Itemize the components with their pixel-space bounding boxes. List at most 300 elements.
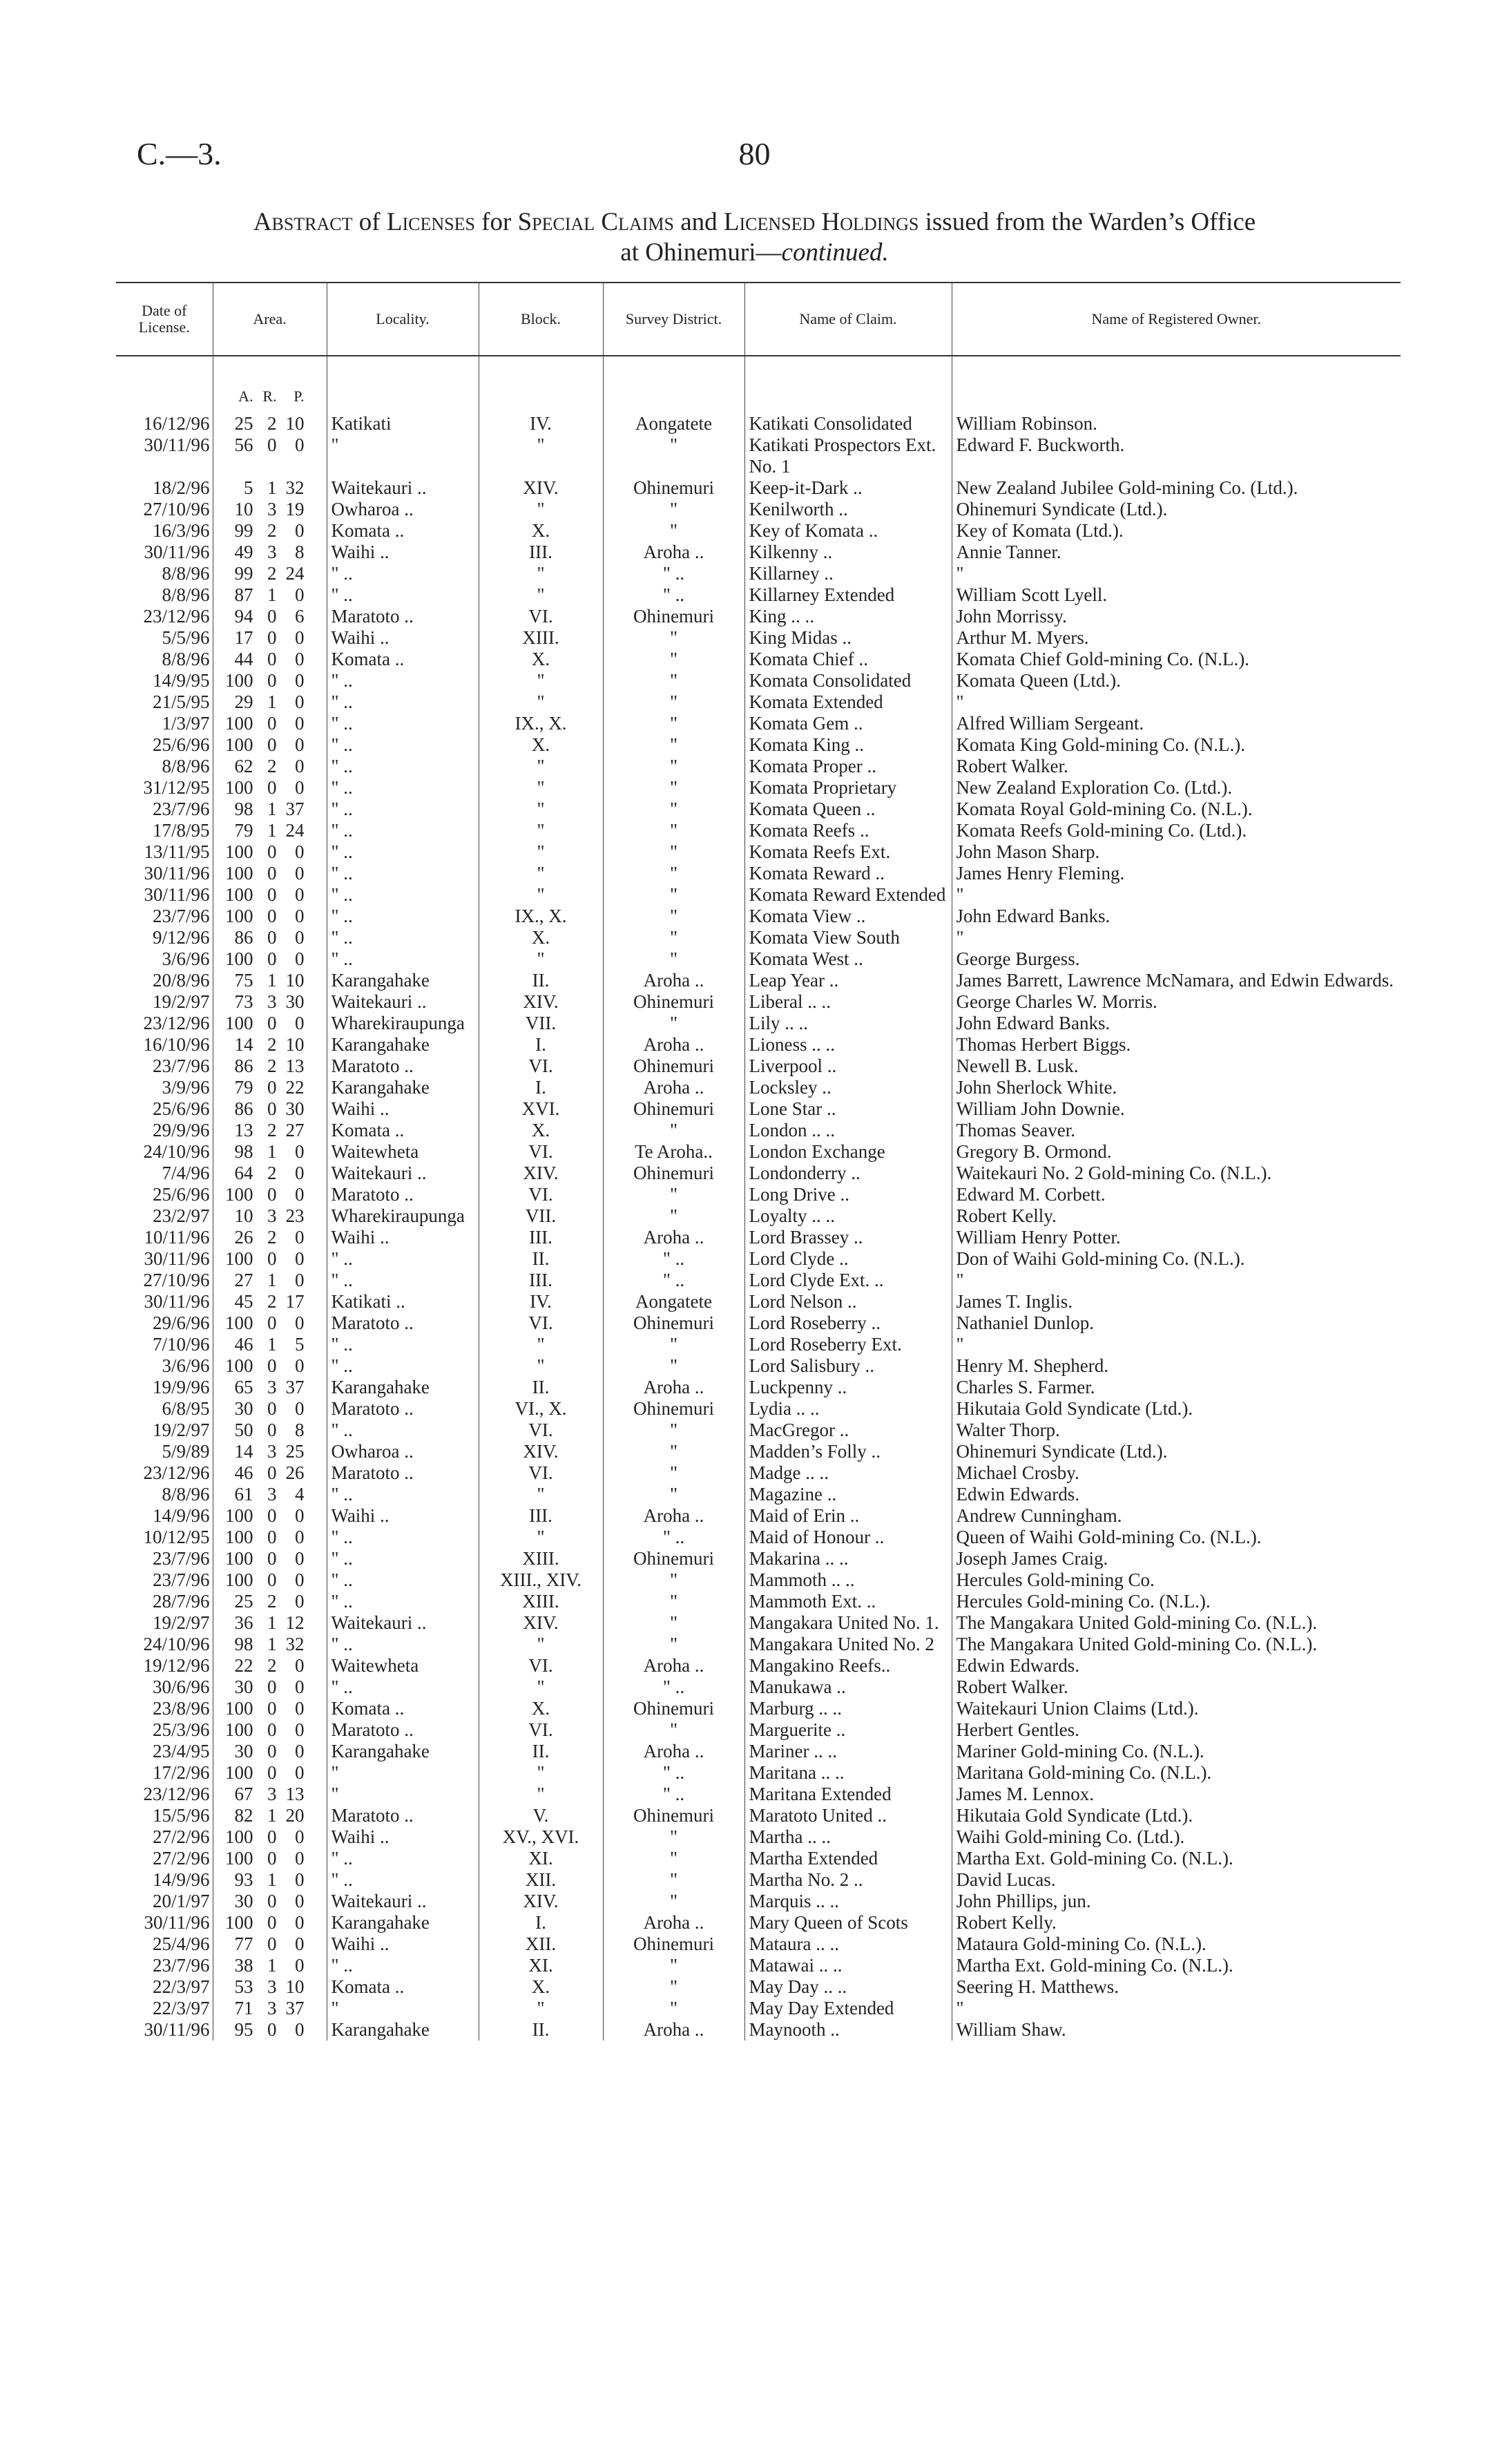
cell-area [213,1141,327,1163]
cell-owner: " [952,927,1401,948]
cell-district: Ohinemuri [603,477,744,499]
area-roods: 2 [267,1056,277,1076]
cell-area [213,477,327,499]
cell-locality: " .. [327,670,479,691]
area-acres: 38 [234,1955,253,1976]
cell-district: Ohinemuri [603,1933,744,1955]
cell-district: Aroha .. [603,1077,744,1098]
cell-locality: " [327,1762,479,1784]
area-roods: 0 [267,927,277,948]
cell-district: " [603,1013,744,1034]
title-word: Licensed [723,208,816,236]
cell-owner: George Burgess. [952,948,1401,970]
cell-claim: Magazine .. [744,1484,952,1505]
page-title [69,207,1440,268]
cell-locality: " .. [327,734,479,756]
cell-claim: Komata View South [744,927,952,948]
area-acres: 75 [234,970,253,991]
cell-owner: Martha Ext. Gold-mining Co. (N.L.). [952,1848,1401,1869]
table-row [116,1163,1401,1184]
area-acres: 79 [234,1077,253,1098]
cell-claim: Leap Year .. [744,970,952,991]
table-row [116,1184,1401,1205]
table-row [116,1291,1401,1312]
cell-locality: " .. [327,1677,479,1698]
cell-locality: Waitekauri .. [327,1612,479,1634]
area-perches: 0 [295,1591,305,1612]
area-roods: 3 [267,1205,277,1226]
cell-claim: King Midas .. [744,627,952,649]
cell-owner: Waitekauri Union Claims (Ltd.). [952,1698,1401,1719]
area-roods: 0 [267,649,277,669]
area-acres: 30 [234,1741,253,1761]
cell-claim: Loyalty .. .. [744,1205,952,1227]
title-word: for [481,208,512,236]
area-acres: 86 [234,1056,253,1076]
cell-district: Aongatete [603,1291,744,1312]
cell-block: " [479,670,603,691]
cell-area [213,691,327,713]
cell-district: Aroha .. [603,542,744,563]
table-row [116,948,1401,970]
cell-district: " [603,1420,744,1441]
cell-owner: Edwin Edwards. [952,1655,1401,1677]
area-perches: 13 [285,1056,305,1076]
cell-date: 3/6/96 [162,1355,210,1376]
cell-locality: " .. [327,691,479,713]
cell-owner: Thomas Herbert Biggs. [952,1034,1401,1056]
cell-locality: Karangahake [327,1741,479,1762]
cell-claim: Lord Clyde .. [744,1248,952,1270]
cell-date: 3/9/96 [162,1077,210,1098]
cell-area [213,1762,327,1784]
cell-district: Aroha .. [603,1377,744,1398]
cell-district: " [603,1334,744,1355]
cell-area [213,1462,327,1484]
area-perches: 32 [285,477,305,498]
cell-claim: Manukawa .. [744,1677,952,1698]
area-roods: 0 [267,1312,277,1333]
cell-district: Ohinemuri [603,1398,744,1420]
table-row [116,1462,1401,1484]
title-word: Holdings [821,208,919,236]
area-acres: 100 [225,1912,253,1933]
table-row [116,820,1401,841]
cell-block: " [479,841,603,863]
cell-claim: Maritana .. .. [744,1762,952,1784]
cell-block: " [479,691,603,713]
cell-area [213,1741,327,1762]
cell-date: 24/10/96 [143,1141,210,1162]
area-roods: 0 [267,841,277,862]
cell-claim: May Day Extended [744,1998,952,2019]
cell-area [213,1869,327,1891]
table-row [116,670,1401,691]
cell-claim: London .. .. [744,1120,952,1141]
unit-roods: R. [262,388,277,405]
cell-block: XIII. [479,1548,603,1569]
cell-locality: " .. [327,1527,479,1548]
cell-area [213,991,327,1013]
cell-owner: George Charles W. Morris. [952,991,1401,1013]
area-roods: 0 [267,1077,277,1098]
area-roods: 3 [267,1976,277,1997]
cell-date: 30/11/96 [144,1912,210,1933]
area-acres: 67 [234,1784,253,1804]
area-acres: 30 [234,1398,253,1419]
cell-date: 23/2/97 [152,1205,210,1226]
cell-block: I. [479,1034,603,1056]
cell-block: " [479,820,603,841]
cell-area [213,627,327,649]
cell-owner: Komata Royal Gold-mining Co. (N.L.). [952,799,1401,820]
cell-claim: Maynooth .. [744,2019,952,2041]
area-roods: 0 [267,1569,277,1590]
cell-district: Ohinemuri [603,606,744,627]
area-perches: 5 [295,1334,305,1355]
cell-area [213,734,327,756]
area-perches: 0 [295,1741,305,1761]
cell-claim: Lone Star .. [744,1098,952,1120]
cell-district: Aroha .. [603,1034,744,1056]
area-acres: 10 [234,1205,253,1226]
cell-district: " [603,799,744,820]
cell-locality: Waitekauri .. [327,1891,479,1912]
cell-owner: William Shaw. [952,2019,1401,2041]
cell-area [213,756,327,777]
cell-date: 13/11/95 [144,841,210,862]
cell-claim: Komata King .. [744,734,952,756]
cell-claim: Mangakino Reefs.. [744,1655,952,1677]
cell-district: Ohinemuri [603,1163,744,1184]
area-acres: 10 [234,499,253,519]
cell-area [213,542,327,563]
area-perches: 37 [285,1998,305,2018]
area-acres: 100 [225,1527,253,1547]
area-acres: 17 [234,627,253,648]
cell-locality: Maratoto .. [327,1462,479,1484]
area-roods: 0 [267,1912,277,1933]
cell-block: VI. [479,1420,603,1441]
cell-claim: Kenilworth .. [744,499,952,520]
cell-area [213,1441,327,1462]
table-row [116,691,1401,713]
cell-district: " [603,1205,744,1227]
area-perches: 23 [285,1205,305,1226]
cell-district: " [603,1719,744,1741]
area-perches: 0 [295,1955,305,1976]
cell-date: 29/6/96 [152,1312,210,1333]
cell-date: 24/10/96 [143,1634,210,1654]
area-acres: 14 [234,1034,253,1055]
area-roods: 0 [267,777,277,798]
area-acres: 93 [234,1869,253,1890]
area-roods: 0 [267,1355,277,1376]
cell-locality: Waitekauri .. [327,477,479,499]
cell-block: II. [479,1248,603,1270]
cell-district: " [603,691,744,713]
cell-block: " [479,777,603,799]
area-acres: 100 [225,1826,253,1847]
cell-date: 15/5/96 [152,1805,210,1826]
cell-claim: Marguerite .. [744,1719,952,1741]
cell-owner: James M. Lennox. [952,1784,1401,1805]
cell-owner: Waitekauri No. 2 Gold-mining Co. (N.L.). [952,1163,1401,1184]
cell-district: " [603,1634,744,1655]
cell-date: 7/10/96 [152,1334,210,1355]
cell-district: " [603,1569,744,1591]
cell-locality: Komata .. [327,1698,479,1719]
cell-area [213,906,327,927]
cell-area [213,1013,327,1034]
area-roods: 1 [267,1869,277,1890]
table-row [116,1334,1401,1355]
area-roods: 2 [267,1120,277,1140]
cell-locality: Owharoa .. [327,499,479,520]
cell-block: VI. [479,1056,603,1077]
cell-date: 18/2/96 [152,477,210,498]
area-roods: 2 [267,1655,277,1676]
cell-claim: Matawai .. .. [744,1955,952,1976]
cell-claim: King .. .. [744,606,952,627]
cell-block: III. [479,1227,603,1248]
cell-district: Ohinemuri [603,1548,744,1569]
title-word: issued from the Warden’s Office [925,208,1256,236]
cell-area [213,1719,327,1741]
cell-locality: " .. [327,756,479,777]
cell-claim: Kilkenny .. [744,542,952,563]
area-roods: 0 [267,1548,277,1569]
area-acres: 98 [234,1141,253,1162]
title-word: and [680,208,718,236]
area-roods: 1 [267,1634,277,1654]
cell-owner: John Sherlock White. [952,1077,1401,1098]
table-row [116,1505,1401,1527]
table-row [116,884,1401,906]
area-acres: 65 [234,1377,253,1397]
cell-date: 30/11/96 [144,2019,210,2040]
cell-date: 25/6/96 [152,734,210,755]
area-acres: 100 [225,1698,253,1719]
cell-date: 31/12/95 [143,777,210,798]
cell-date: 19/2/97 [152,1420,210,1440]
area-roods: 2 [267,1591,277,1612]
cell-date: 14/9/96 [152,1505,210,1526]
cell-date: 30/11/96 [144,884,210,905]
area-roods: 2 [267,1227,277,1248]
cell-locality: " [327,1998,479,2019]
table-row [116,1784,1401,1805]
area-roods: 0 [267,670,277,691]
table-row [116,413,1401,434]
area-acres: 100 [225,884,253,905]
cell-date: 19/2/97 [152,991,210,1012]
cell-locality: Waihi .. [327,1826,479,1848]
area-perches: 12 [285,1612,305,1633]
area-roods: 0 [267,1527,277,1547]
cell-date: 23/7/96 [152,1569,210,1590]
cell-area [213,584,327,606]
cell-block: XIV. [479,991,603,1013]
cell-date: 23/12/96 [143,1462,210,1483]
area-perches: 0 [295,1312,305,1333]
area-acres: 30 [234,1677,253,1697]
col-header-owner: Name of Registered Owner. [952,283,1401,356]
cell-locality: Waitekauri .. [327,1163,479,1184]
table-row [116,1355,1401,1377]
cell-date: 25/6/96 [152,1184,210,1205]
cell-owner: Michael Crosby. [952,1462,1401,1484]
cell-district: " [603,713,744,734]
cell-area [213,670,327,691]
area-perches: 0 [295,1569,305,1590]
cell-block: " [479,499,603,520]
cell-locality: " .. [327,563,479,584]
area-perches: 0 [295,1698,305,1719]
cell-area [213,1248,327,1270]
area-perches: 0 [295,1270,305,1290]
cell-claim: Martha Extended [744,1848,952,1869]
cell-owner: Komata King Gold-mining Co. (N.L.). [952,734,1401,756]
cell-area [213,1548,327,1569]
cell-block: I. [479,1912,603,1933]
table-row [116,1891,1401,1912]
cell-owner: John Mason Sharp. [952,841,1401,863]
cell-block: VI. [479,1141,603,1163]
cell-claim: Madge .. .. [744,1462,952,1484]
area-acres: 100 [225,841,253,862]
cell-date: 16/12/96 [143,413,210,434]
cell-district: Ohinemuri [603,1312,744,1334]
area-perches: 0 [295,1527,305,1547]
cell-area [213,1612,327,1634]
cell-district: " [603,1591,744,1612]
area-roods: 0 [267,1420,277,1440]
area-acres: 44 [234,649,253,669]
area-perches: 25 [285,1441,305,1462]
cell-owner: William Scott Lyell. [952,584,1401,606]
area-perches: 0 [295,1184,305,1205]
cell-owner: John Phillips, jun. [952,1891,1401,1912]
area-perches: 27 [285,1120,305,1140]
cell-area [213,1912,327,1933]
cell-owner: Robert Walker. [952,756,1401,777]
cell-claim: Lord Clyde Ext. .. [744,1270,952,1291]
cell-owner: The Mangakara United Gold-mining Co. (N.L.). [952,1612,1401,1634]
cell-area [213,413,327,434]
area-perches: 0 [295,927,305,948]
cell-block: II. [479,1377,603,1398]
cell-date: 23/7/96 [152,1056,210,1076]
table-row [116,1141,1401,1163]
area-perches: 37 [285,799,305,819]
col-header-locality: Locality. [327,283,479,356]
cell-owner: Ohinemuri Syndicate (Ltd.). [952,499,1401,520]
cell-district: Aroha .. [603,2019,744,2041]
cell-date: 27/10/96 [143,1270,210,1290]
area-acres: 79 [234,820,253,841]
area-acres: 56 [234,434,253,455]
area-roods: 0 [267,1248,277,1269]
table-row [116,991,1401,1013]
area-roods: 3 [267,991,277,1012]
area-acres: 100 [225,906,253,926]
cell-claim: Maratoto United .. [744,1805,952,1826]
area-acres: 5 [244,477,253,498]
area-perches: 0 [295,1719,305,1740]
cell-district: " [603,756,744,777]
cell-area [213,499,327,520]
cell-block: " [479,863,603,884]
area-roods: 2 [267,756,277,776]
cell-district: " [603,1184,744,1205]
cell-area [213,948,327,970]
area-roods: 0 [267,1505,277,1526]
cell-claim: Luckpenny .. [744,1377,952,1398]
cell-area [213,1334,327,1355]
cell-date: 30/11/96 [144,1248,210,1269]
cell-locality: " .. [327,799,479,820]
area-roods: 0 [267,1398,277,1419]
cell-district: " .. [603,1527,744,1548]
cell-owner: Martha Ext. Gold-mining Co. (N.L.). [952,1955,1401,1976]
area-perches: 0 [295,1912,305,1933]
cell-district: " [603,1976,744,1998]
cell-district: " [603,1355,744,1377]
area-roods: 0 [267,627,277,648]
cell-date: 28/7/96 [152,1591,210,1612]
cell-date: 5/9/89 [162,1441,210,1462]
cell-owner: Edward F. Buckworth. [952,434,1401,477]
cell-block: X. [479,520,603,542]
cell-area [213,1056,327,1077]
table-row [116,1398,1401,1420]
cell-claim: Mammoth .. .. [744,1569,952,1591]
cell-owner: Newell B. Lusk. [952,1056,1401,1077]
area-roods: 0 [267,1826,277,1847]
area-roods: 0 [267,948,277,969]
area-perches: 0 [295,1548,305,1569]
table-row [116,1848,1401,1869]
area-acres: 45 [234,1291,253,1312]
cell-locality: Maratoto .. [327,1398,479,1420]
cell-block: XIV. [479,1441,603,1462]
area-acres: 100 [225,1569,253,1590]
area-roods: 1 [267,1612,277,1633]
area-acres: 100 [225,1312,253,1333]
table-row [116,734,1401,756]
cell-block: " [479,1527,603,1548]
area-acres: 95 [234,2019,253,2040]
cell-district: " .. [603,584,744,606]
cell-date: 30/11/96 [144,542,210,562]
area-roods: 1 [267,1141,277,1162]
cell-locality: Karangahake [327,1077,479,1098]
cell-claim: Lily .. .. [744,1013,952,1034]
cell-area [213,1270,327,1291]
cell-owner: Herbert Gentles. [952,1719,1401,1741]
cell-owner: Key of Komata (Ltd.). [952,520,1401,542]
cell-owner: William John Downie. [952,1098,1401,1120]
cell-block: " [479,1334,603,1355]
cell-district: " [603,884,744,906]
cell-block: XIII., XIV. [479,1569,603,1591]
cell-area [213,1891,327,1912]
area-acres: 29 [234,691,253,712]
cell-owner: Charles S. Farmer. [952,1377,1401,1398]
cell-claim: Komata Extended [744,691,952,713]
cell-district: " [603,1462,744,1484]
